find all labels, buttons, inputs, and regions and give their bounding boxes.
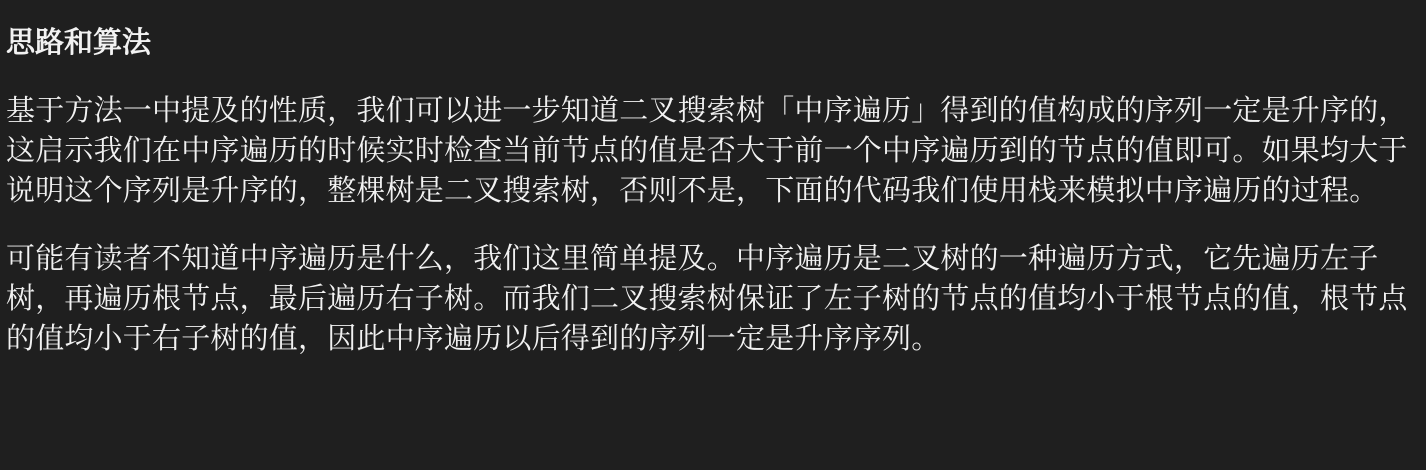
- paragraph-inorder-explanation: 可能有读者不知道中序遍历是什么，我们这里简单提及。中序遍历是二叉树的一种遍历方式，它先遍历左子树，再遍历根节点，最后遍历右子树。而我们二叉搜索树保证了左子树的节点的值均小于根节点的值，根节点的值均小于右子树的值，因此中序遍历以后得到的序列一定是升序序列。: [6, 241, 1408, 355]
- paragraph-inorder-property: 基于方法一中提及的性质，我们可以进一步知道二叉搜索树「中序遍历」得到的值构成的序列一定是升序的，这启示我们在中序遍历的时候实时检查当前节点的值是否大于前一个中序遍历到的节点的值即可。如果均大于说明这个序列是升序的，整棵树是二叉搜索树，否则不是，下面的代码我们使用栈来模拟中序遍历的过程。: [6, 93, 1408, 207]
- section-heading: 思路和算法: [6, 25, 152, 59]
